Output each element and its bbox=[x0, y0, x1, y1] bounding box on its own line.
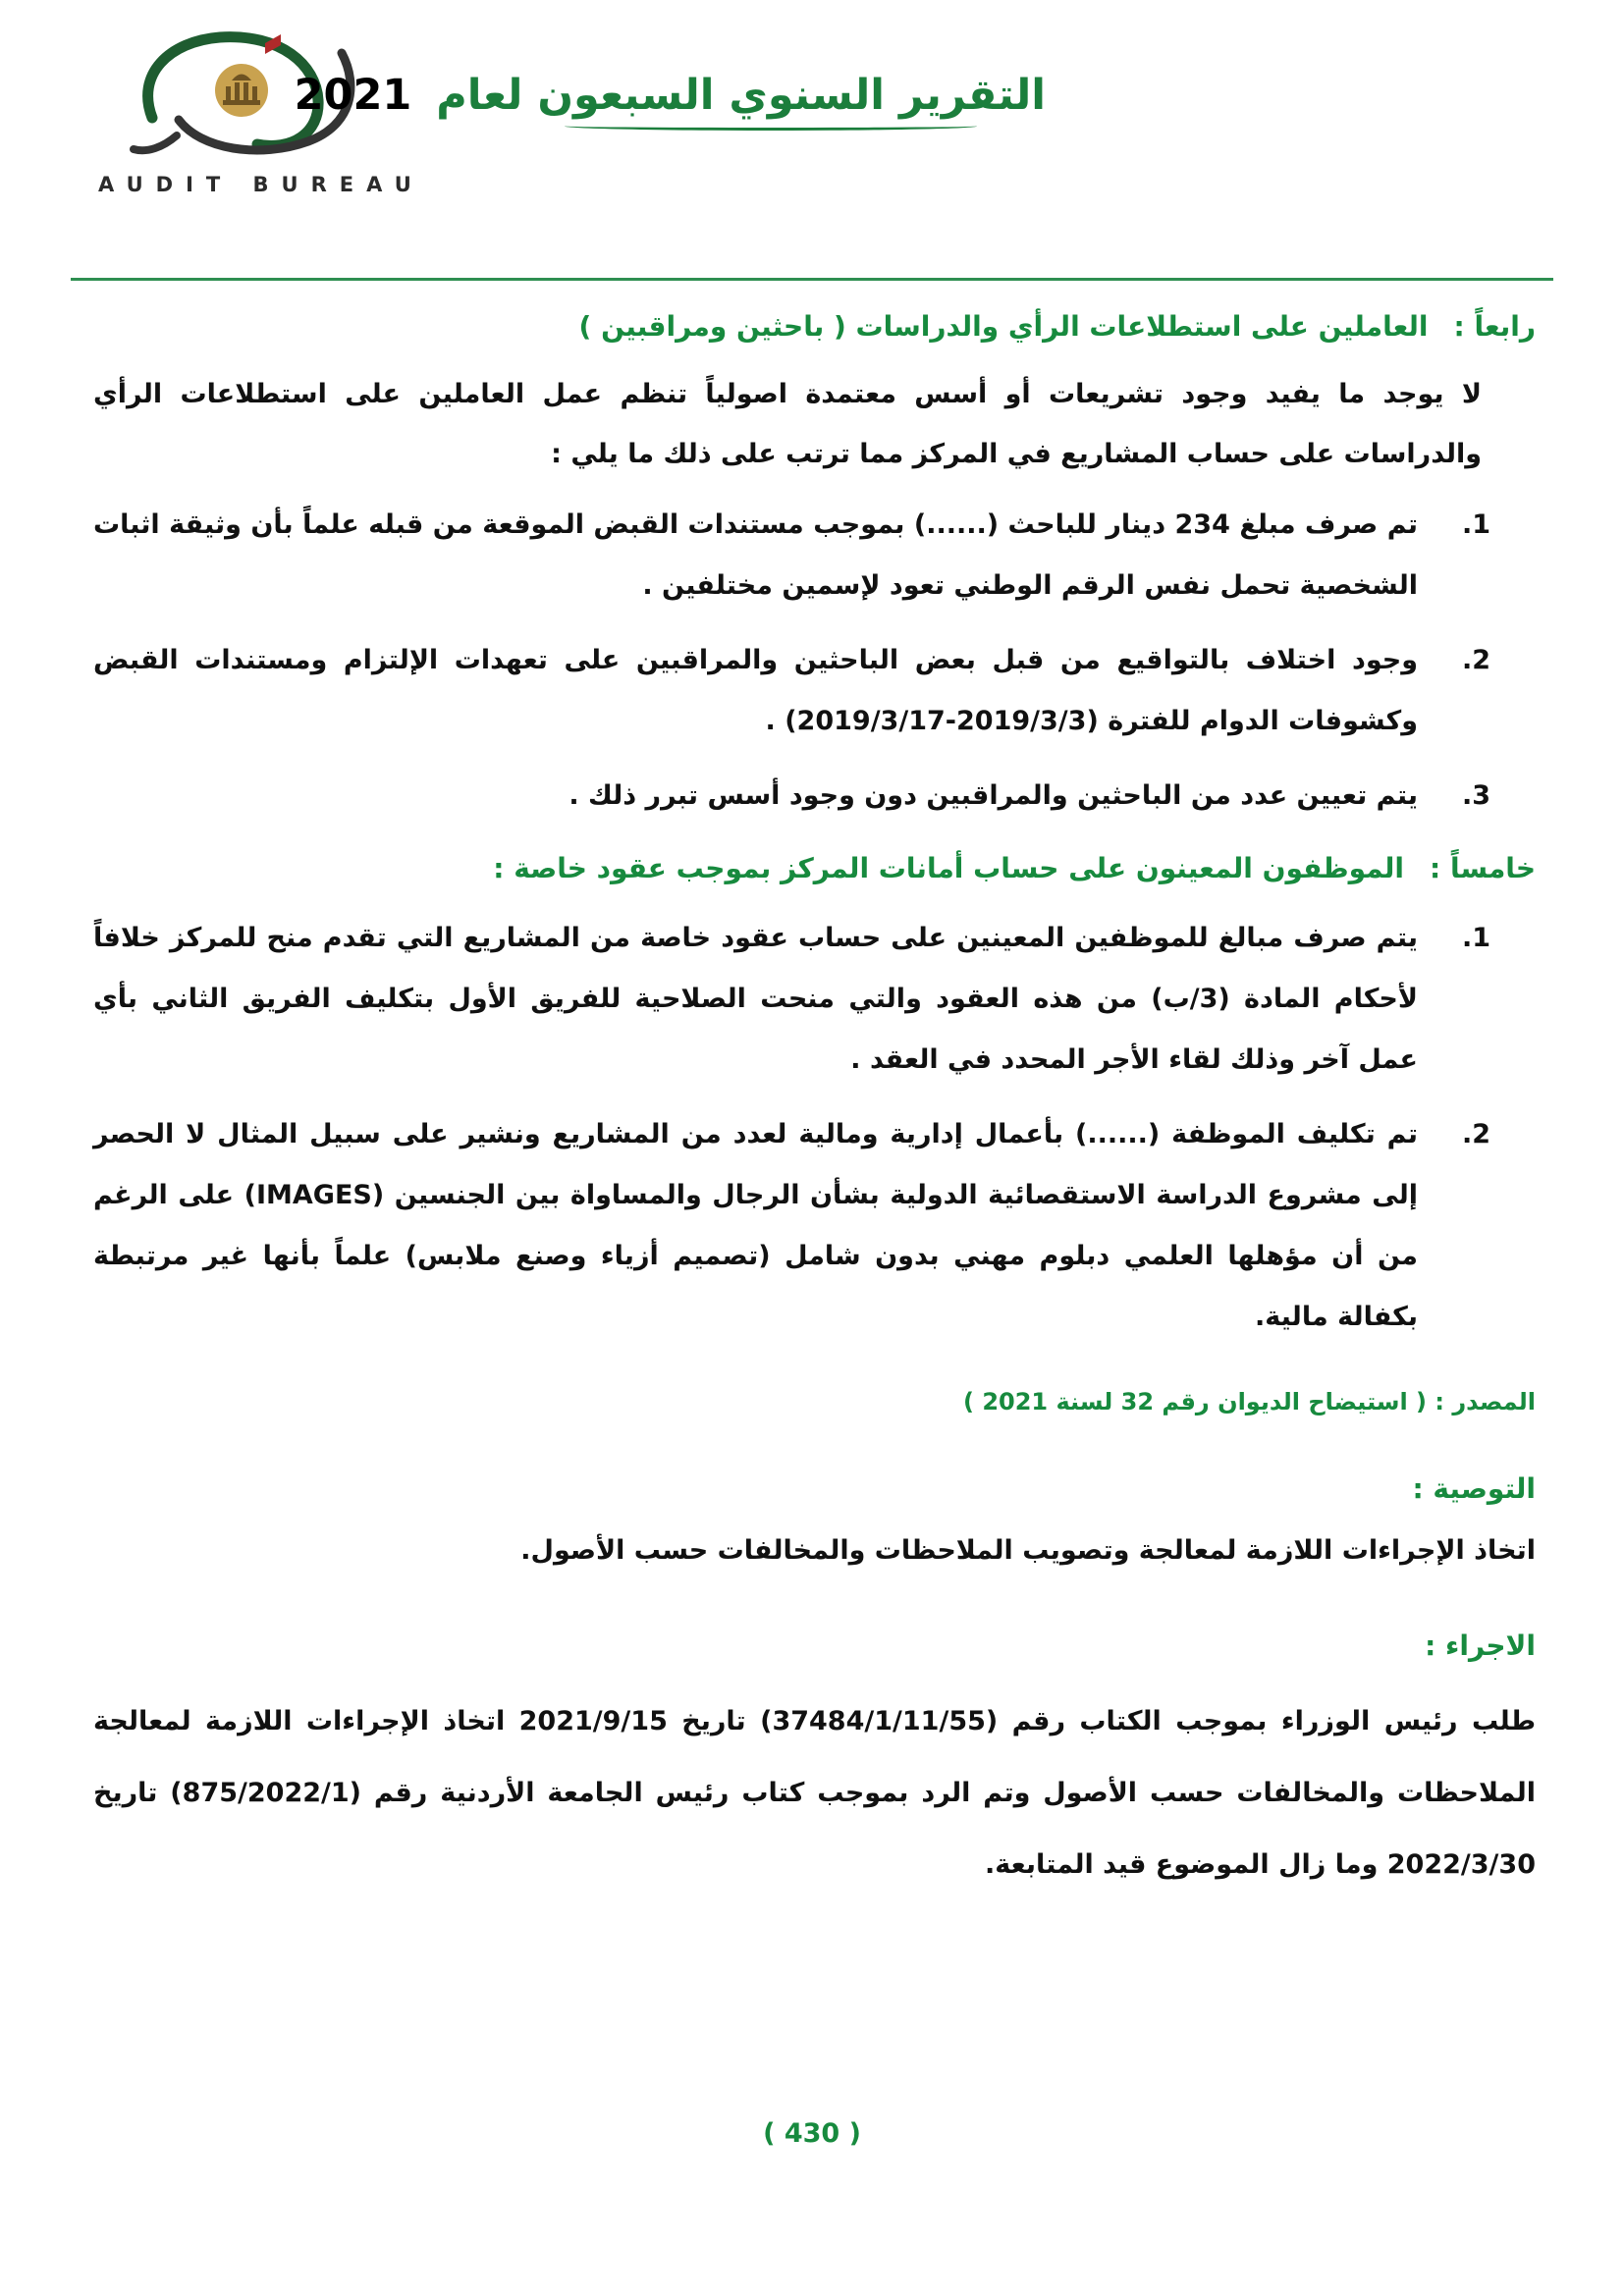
list-item bbox=[93, 630, 1536, 752]
section-five-label: خامساً : bbox=[1430, 852, 1536, 885]
report-body bbox=[93, 302, 1536, 1901]
recommendation-text: اتخاذ الإجراءات اللازمة لمعالجة وتصويب الملاحظات والمخالفات حسب الأصول. bbox=[520, 1535, 1536, 1567]
report-title-text: التقرير السنوي السبعون لعام bbox=[436, 71, 1046, 120]
list-item bbox=[93, 766, 1536, 827]
list-item-text: تم صرف مبلغ 234 دينار للباحث (......) بموجب مستندات القبض الموقعة من قبله علماً بأن وثيقة اثبات الشخصية تحمل نفس الرقم الوطني تعود لإسمين مختلفين . bbox=[93, 508, 1419, 601]
section-four-heading bbox=[93, 302, 1536, 351]
page-header bbox=[0, 0, 1624, 281]
header-divider bbox=[71, 278, 1553, 281]
section-four-label: رابعاً : bbox=[1453, 310, 1536, 343]
list-item-text: يتم تعيين عدد من الباحثين والمراقبين دون وجود أسس تبرر ذلك . bbox=[568, 780, 1418, 812]
list-item-text: يتم صرف مبالغ للموظفين المعينين على حساب عقود خاصة من المشاريع التي تقدم منح للمركز خلافاً لأحكام المادة (3/ب) من هذه العقود والتي منحت الصلاحية للفريق الأول بتكليف الفريق الثاني بأي عمل آخر وذلك لقاء الأجر المحدد في العقد . bbox=[93, 922, 1418, 1075]
list-item-marker: 1. bbox=[1461, 508, 1490, 540]
source-reference: المصدر : ( استيضاح الديوان رقم 32 لسنة 2021 ) bbox=[963, 1388, 1536, 1416]
title-flourish bbox=[565, 122, 977, 131]
list-item-text: تم تكليف الموظفة (......) بأعمال إدارية ومالية لعدد من المشاريع ونشير على سبيل المثال لا الحصر إلى مشروع الدراسة الاستقصائية الدولية بشأن الرجال والمساواة بين الجنسين (IMAGES) على الرغم من أن مؤهلها العلمي دبلوم مهني بدون شامل (تصميم أزياء وصنع ملابس) علماً بأنها غير مرتبطة بكفالة مالية. bbox=[93, 1119, 1418, 1333]
list-item-marker: 2. bbox=[1461, 645, 1490, 676]
list-item-marker: 3. bbox=[1461, 780, 1490, 812]
section-four-intro: لا يوجد ما يفيد وجود تشريعات أو أسس معتمدة اصولياً تنظم عمل العاملين على استطلاعات الرأي والدراسات على حساب المشاريع في المركز مما ترتب على ذلك ما يلي : bbox=[93, 379, 1482, 470]
list-item bbox=[93, 908, 1536, 1091]
section-four-title: العاملين على استطلاعات الرأي والدراسات ( باحثين ومراقبين ) bbox=[578, 310, 1429, 343]
list-item bbox=[93, 1104, 1536, 1348]
procedure-label: الاجراء : bbox=[1425, 1629, 1536, 1663]
report-title-year: 2021 bbox=[294, 71, 412, 120]
list-item-text: وجود اختلاف بالتواقيع من قبل بعض الباحثين والمراقبين على تعهدات الإلتزام ومستندات القبض وكشوفات الدوام للفترة (2019/3/3-2019/3/17) . bbox=[93, 645, 1418, 737]
procedure-text: طلب رئيس الوزراء بموجب الكتاب رقم (37484/1/11/55) تاريخ 2021/9/15 اتخاذ الإجراءات اللازمة لمعالجة الملاحظات والمخالفات حسب الأصول وتم الرد بموجب كتاب رئيس الجامعة الأردنية رقم (875/2022/1) تاريخ 2022/3/30 وما زال الموضوع قيد المتابعة. bbox=[93, 1706, 1536, 1881]
section-five-heading bbox=[93, 844, 1536, 893]
report-title bbox=[294, 71, 1046, 131]
section-five-title: الموظفون المعينون على حساب أمانات المركز بموجب عقود خاصة : bbox=[493, 852, 1405, 885]
page-number: ( 430 ) bbox=[763, 2118, 861, 2149]
logo-caption: AUDIT BUREAU bbox=[98, 173, 424, 196]
list-item-marker: 1. bbox=[1461, 922, 1490, 953]
list-item-marker: 2. bbox=[1461, 1119, 1490, 1150]
recommendation-label: التوصية : bbox=[1412, 1471, 1536, 1505]
list-item bbox=[93, 495, 1536, 616]
